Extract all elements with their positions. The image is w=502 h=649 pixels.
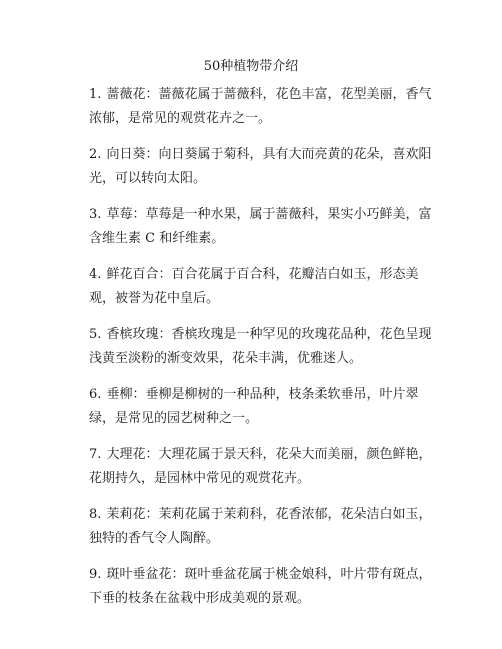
item-text: 斑叶垂盆花：斑叶垂盆花属于桃金娘科，叶片带有斑点，下垂的枝条在盆栽中形成美观的景观。 bbox=[89, 567, 432, 606]
list-item bbox=[89, 323, 434, 371]
list-item bbox=[89, 203, 434, 251]
list-item bbox=[89, 503, 434, 551]
item-number: 9. bbox=[89, 567, 102, 582]
item-number: 5. bbox=[89, 327, 102, 342]
item-text: 垂柳：垂柳是柳树的一种品种，枝条柔软垂吊，叶片翠绿，是常见的园艺树种之一。 bbox=[89, 387, 419, 426]
list-item bbox=[89, 83, 434, 131]
item-number: 6. bbox=[89, 387, 102, 402]
item-text: 大理花：大理花属于景天科，花朵大而美丽，颜色鲜艳，花期持久，是园林中常见的观赏花卉。 bbox=[89, 447, 432, 486]
item-number: 3. bbox=[89, 207, 102, 222]
list-item bbox=[89, 143, 434, 191]
document-title: 50种植物带介绍 bbox=[203, 59, 299, 74]
list-item bbox=[89, 383, 434, 431]
list-item bbox=[89, 263, 434, 311]
item-text: 草莓：草莓是一种水果，属于蔷薇科，果实小巧鲜美，富含维生素 C 和纤维素。 bbox=[89, 207, 432, 246]
item-number: 7. bbox=[89, 447, 102, 462]
item-number: 8. bbox=[89, 507, 102, 522]
item-text: 蔷薇花：蔷薇花属于蔷薇科，花色丰富，花型美丽，香气浓郁，是常见的观赏花卉之一。 bbox=[89, 87, 432, 126]
item-number: 2. bbox=[89, 147, 102, 162]
item-text: 鲜花百合：百合花属于百合科，花瓣洁白如玉，形态美观，被誉为花中皇后。 bbox=[89, 267, 419, 306]
list-item bbox=[89, 443, 434, 491]
item-number: 1. bbox=[89, 87, 102, 102]
item-number: 4. bbox=[89, 267, 102, 282]
item-text: 茉莉花：茉莉花属于茉莉科，花香浓郁，花朵洁白如玉，独特的香气令人陶醉。 bbox=[89, 507, 432, 546]
list-item bbox=[89, 563, 434, 611]
item-text: 向日葵：向日葵属于菊科，具有大而亮黄的花朵，喜欢阳光，可以转向太阳。 bbox=[89, 147, 432, 186]
item-text: 香槟玫瑰：香槟玫瑰是一种罕见的玫瑰花品种，花色呈现浅黄至淡粉的渐变效果，花朵丰满，优雅迷人。 bbox=[89, 327, 432, 366]
